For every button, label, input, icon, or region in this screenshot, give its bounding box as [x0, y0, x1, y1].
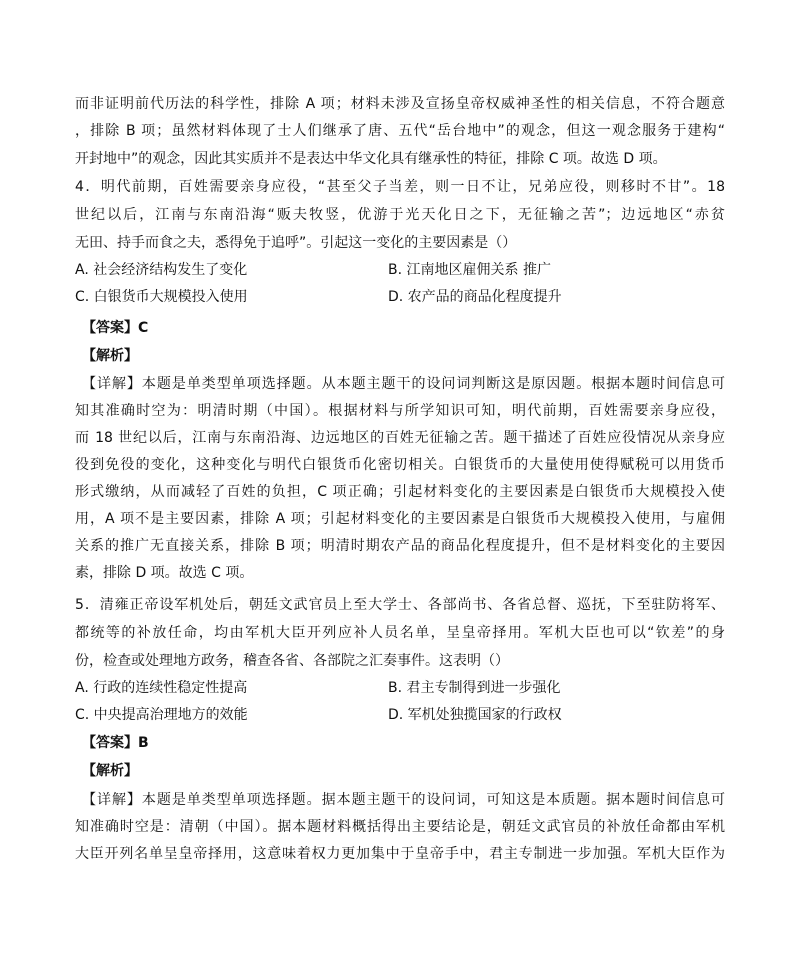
q4-detail-line-7: 关系的推广无直接关系，排除 B 项；明清时期农产品的商品化程度提升，但不是材料变化的主要因 — [75, 538, 725, 554]
q4-option-b: B. 江南地区雇佣关系 推广 — [388, 262, 551, 278]
q5-detail-line-3: 大臣开列名单呈皇帝择用，这意味着权力更加集中于皇帝手中，君主专制进一步加强。军机大臣作为 — [75, 846, 725, 862]
q4-detail-line-1: 【详解】本题是单类型单项选择题。从本题主题干的设问词判断这是原因题。根据本题时间信息可 — [82, 376, 725, 392]
q5-answer: 【答案】B — [82, 735, 149, 751]
q5-option-b: B. 君主专制得到进一步强化 — [388, 680, 561, 696]
q4-stem-line-1: 4．明代前期，百姓需要亲身应役，“甚至父子当差，则一日不让，兄弟应役，则移时不甘”。18 — [75, 179, 725, 195]
q4-analysis-label: 【解析】 — [82, 348, 138, 364]
prev-explanation-line-1: 而非证明前代历法的科学性，排除 A 项；材料未涉及宣扬皇帝权威神圣性的相关信息，不符合题意 — [75, 96, 725, 112]
q5-detail-line-2: 知准确时空是：清朝（中国）。据本题材料概括得出主要结论是，朝廷文武官员的补放任命都由军机 — [75, 819, 725, 835]
prev-explanation-line-2: ，排除 B 项；虽然材料体现了士人们继承了唐、五代“岳台地中”的观念，但这一观念服务于建构“ — [75, 123, 725, 139]
q4-stem-line-2: 世纪以后，江南与东南沿海“贩夫牧竖，优游于光天化日之下，无征输之苦”；边远地区“赤贫 — [75, 207, 725, 223]
q4-detail-line-6: 用，A 项不是主要因素，排除 A 项；引起材料变化的主要因素是白银货币大规模投入使用，与雇佣 — [75, 511, 725, 527]
q4-option-d: D. 农产品的商品化程度提升 — [388, 289, 562, 305]
q4-option-a: A. 社会经济结构发生了变化 — [75, 262, 248, 278]
q4-answer: 【答案】C — [82, 320, 149, 336]
q5-option-d: D. 军机处独揽国家的行政权 — [388, 707, 562, 723]
q5-analysis-label: 【解析】 — [82, 763, 138, 779]
q4-detail-line-2: 知其准确时空为：明清时期（中国）。根据材料与所学知识可知，明代前期，百姓需要亲身应役， — [75, 403, 725, 419]
q4-option-c: C. 白银货币大规模投入使用 — [75, 289, 248, 305]
q5-option-a: A. 行政的连续性稳定性提高 — [75, 680, 248, 696]
q4-detail-line-5: 形式缴纳，从而减轻了百姓的负担，C 项正确；引起材料变化的主要因素是白银货币大规模投入使 — [75, 484, 725, 500]
q5-stem-line-1: 5．清雍正帝设军机处后，朝廷文武官员上至大学士、各部尚书、各省总督、巡抚，下至驻防将军、 — [75, 597, 725, 613]
prev-explanation-line-3: 开封地中”的观念，因此其实质并不是表达中华文化具有继承性的特征，排除 C 项。故选 D 项。 — [75, 151, 667, 167]
q5-option-c: C. 中央提高治理地方的效能 — [75, 707, 248, 723]
q4-stem-line-3: 无田、持手而食之夫，悉得免于追呼”。引起这一变化的主要因素是（） — [75, 235, 517, 251]
q4-detail-line-8: 素，排除 D 项。故选 C 项。 — [75, 565, 254, 581]
q5-stem-line-2: 都统等的补放任命，均由军机大臣开列应补人员名单，呈皇帝择用。军机大臣也可以“钦差”的身 — [75, 625, 725, 641]
q5-stem-line-3: 份，检查或处理地方政务，稽查各省、各部院之汇奏事件。这表明（） — [75, 653, 509, 669]
q4-detail-line-4: 役到免役的变化，这种变化与明代白银货币化密切相关。白银货币的大量使用使得赋税可以用货币 — [75, 457, 725, 473]
q5-detail-line-1: 【详解】本题是单类型单项选择题。据本题主题干的设问词，可知这是本质题。据本题时间信息可 — [82, 792, 725, 808]
q4-detail-line-3: 而 18 世纪以后，江南与东南沿海、边远地区的百姓无征输之苦。题干描述了百姓应役情况从亲身应 — [75, 430, 725, 446]
